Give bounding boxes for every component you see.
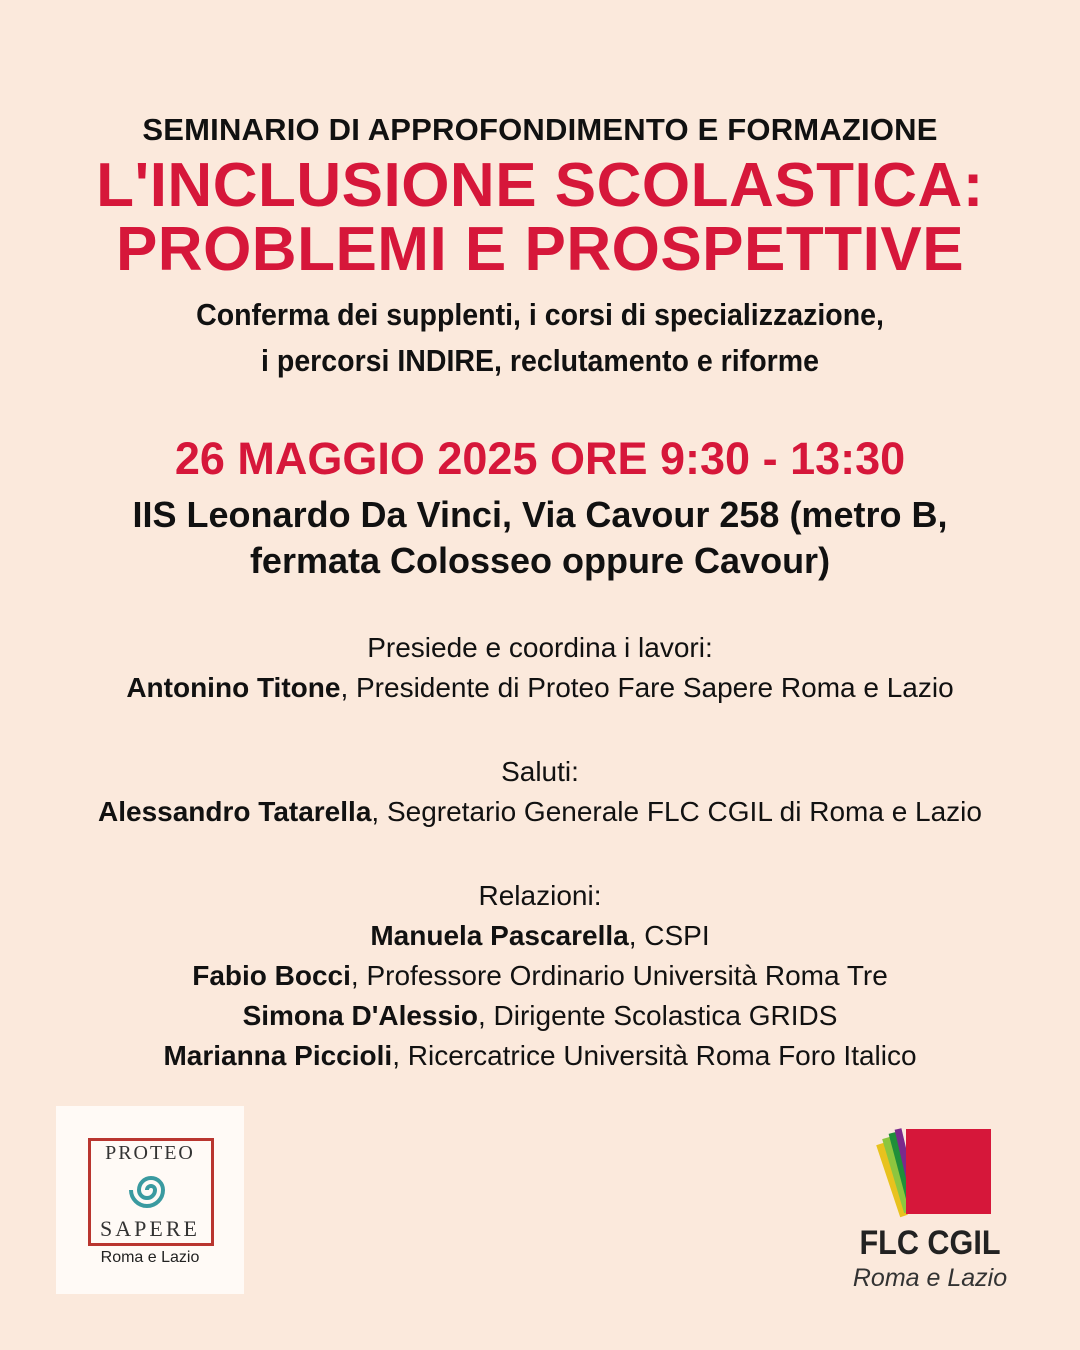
- proteo-logo-top-text: PROTEO: [105, 1142, 195, 1164]
- speaker-name: Marianna Piccioli: [163, 1040, 393, 1071]
- greetings-section: [0, 752, 1080, 832]
- event-datetime: 26 MAGGIO 2025 ORE 9:30 - 13:30: [174, 433, 906, 484]
- greetings-name: Alessandro Tatarella: [98, 796, 372, 827]
- speaker-role: , CSPI: [628, 920, 710, 951]
- talks-heading: Relazioni:: [478, 880, 602, 911]
- speaker-role: , Dirigente Scolastica GRIDS: [477, 1000, 838, 1031]
- spiral-shell-icon: [116, 1164, 186, 1216]
- chair-entry: [0, 668, 1080, 708]
- speaker-name: Fabio Bocci: [192, 960, 351, 991]
- speaker-name: Simona D'Alessio: [242, 1000, 478, 1031]
- event-venue: [0, 492, 1080, 584]
- venue-line-1: IIS Leonardo Da Vinci, Via Cavour 258 (metro B,: [132, 494, 948, 535]
- speaker-entry: [0, 916, 1080, 956]
- event-title: [0, 151, 1080, 284]
- speaker-entry: [0, 1036, 1080, 1076]
- venue-line-2: fermata Colosseo oppure Cavour): [249, 540, 831, 581]
- flc-name: FLC CGIL: [859, 1224, 1001, 1262]
- proteo-logo-bottom-text: SAPERE: [100, 1216, 200, 1241]
- event-kicker: SEMINARIO DI APPROFONDIMENTO E FORMAZIONE: [142, 112, 938, 147]
- proteo-logo: [56, 1106, 244, 1294]
- speaker-role: , Professore Ordinario Università Roma Tre: [350, 960, 888, 991]
- talks-section: [0, 876, 1080, 1076]
- speaker-name: Manuela Pascarella: [370, 920, 629, 951]
- proteo-logo-region: Roma e Lazio: [100, 1249, 200, 1266]
- speaker-entry: [0, 996, 1080, 1036]
- title-line-1: L'INCLUSIONE SCOLASTICA:: [96, 151, 984, 220]
- greetings-heading: Saluti:: [501, 756, 579, 787]
- greetings-role: , Segretario Generale FLC CGIL di Roma e Lazio: [371, 796, 982, 827]
- chair-name: Antonino Titone: [126, 672, 341, 703]
- flc-region: Roma e Lazio: [852, 1264, 1008, 1292]
- flc-cgil-logo: [840, 1126, 1040, 1296]
- chair-section: [0, 628, 1080, 708]
- speaker-role: , Ricercatrice Università Roma Foro Italico: [392, 1040, 917, 1071]
- subtitle-line-1: Conferma dei supplenti, i corsi di specializzazione,: [196, 297, 884, 332]
- chair-role: , Presidente di Proteo Fare Sapere Roma e Lazio: [340, 672, 954, 703]
- event-subtitle: [43, 292, 1037, 384]
- speaker-entry: [0, 956, 1080, 996]
- title-line-2: PROBLEMI E PROSPETTIVE: [115, 215, 965, 284]
- chair-heading: Presiede e coordina i lavori:: [367, 632, 713, 663]
- greetings-entry: [0, 792, 1080, 832]
- flc-flag-icon: [858, 1126, 998, 1226]
- subtitle-line-2: i percorsi INDIRE, reclutamento e riforme: [261, 343, 819, 378]
